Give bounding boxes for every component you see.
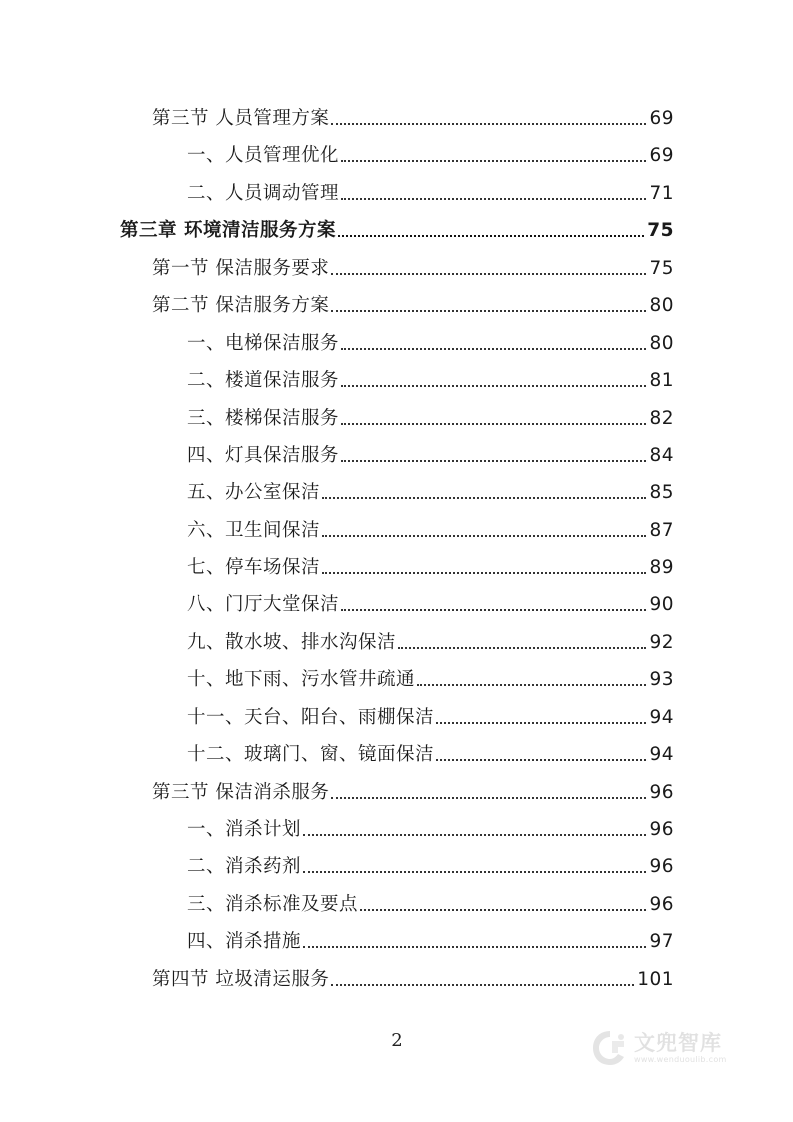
toc-leader-dots xyxy=(331,310,646,312)
toc-leader-dots xyxy=(341,423,646,425)
toc-leader-dots xyxy=(341,348,646,350)
toc-entry-label: 二、消杀药剂 xyxy=(187,856,302,877)
toc-entry-label: 八、门厅大堂保洁 xyxy=(187,594,340,615)
toc-leader-dots xyxy=(436,759,646,761)
toc-entry-page: 69 xyxy=(649,108,674,129)
toc-leader-dots xyxy=(303,871,646,873)
toc-leader-dots xyxy=(322,572,646,574)
toc-entry-page: 96 xyxy=(649,894,674,915)
toc-entry-page: 75 xyxy=(647,220,674,241)
wendou-logo-icon xyxy=(590,1028,630,1068)
toc-entry-label: 二、人员调动管理 xyxy=(187,183,340,204)
toc-leader-dots xyxy=(322,497,646,499)
toc-entry[interactable] xyxy=(187,137,674,167)
toc-entry-page: 89 xyxy=(649,557,674,578)
toc-leader-dots xyxy=(417,684,646,686)
toc-entry[interactable] xyxy=(187,736,674,766)
toc-entry-page: 80 xyxy=(649,295,674,316)
toc-entry[interactable] xyxy=(187,549,674,579)
toc-leader-dots xyxy=(341,460,646,462)
toc-entry-label: 七、停车场保洁 xyxy=(187,557,321,578)
toc-leader-dots xyxy=(303,834,646,836)
toc-entry-page: 92 xyxy=(649,632,674,653)
toc-entry-label: 第三章 环境清洁服务方案 xyxy=(120,220,336,241)
toc-entry-label: 一、消杀计划 xyxy=(187,819,302,840)
watermark xyxy=(590,1018,760,1078)
toc-leader-dots xyxy=(322,535,646,537)
toc-leader-dots xyxy=(331,273,646,275)
toc-entry-label: 十、地下雨、污水管井疏通 xyxy=(187,669,416,690)
toc-entry[interactable] xyxy=(187,512,674,542)
page-number: 2 xyxy=(391,1030,403,1051)
toc-entry-label: 九、散水坡、排水沟保洁 xyxy=(187,632,397,653)
toc-entry[interactable] xyxy=(187,624,674,654)
toc-entry-page: 85 xyxy=(649,482,674,503)
toc-entry-label: 六、卫生间保洁 xyxy=(187,520,321,541)
toc-entry[interactable] xyxy=(187,848,674,878)
toc-leader-dots xyxy=(341,160,646,162)
toc-entry-label: 第三节 保洁消杀服务 xyxy=(152,782,330,803)
toc-entry-label: 第一节 保洁服务要求 xyxy=(152,258,330,279)
toc-leader-dots xyxy=(338,235,644,237)
toc-entry-page: 75 xyxy=(649,258,674,279)
toc-entry-page: 87 xyxy=(649,520,674,541)
toc-entry[interactable] xyxy=(152,250,674,280)
toc-entry[interactable] xyxy=(187,699,674,729)
toc-leader-dots xyxy=(360,909,646,911)
toc-leader-dots xyxy=(436,722,646,724)
toc-entry-label: 第三节 人员管理方案 xyxy=(152,108,330,129)
toc-entry-label: 四、消杀措施 xyxy=(187,931,302,952)
toc-entry-label: 十一、天台、阳台、雨棚保洁 xyxy=(187,707,435,728)
toc-entry-label: 一、电梯保洁服务 xyxy=(187,333,340,354)
toc-leader-dots xyxy=(331,123,646,125)
toc-entry-page: 93 xyxy=(649,669,674,690)
toc-entry-page: 71 xyxy=(649,183,674,204)
toc-leader-dots xyxy=(331,984,634,986)
toc-entry[interactable] xyxy=(187,400,674,430)
toc-entry-page: 96 xyxy=(649,782,674,803)
toc-entry-page: 94 xyxy=(649,744,674,765)
toc-entry-label: 四、灯具保洁服务 xyxy=(187,445,340,466)
toc-entry[interactable] xyxy=(187,811,674,841)
toc-entry[interactable] xyxy=(152,961,674,991)
toc-entry-page: 96 xyxy=(649,819,674,840)
toc-entry-label: 三、楼梯保洁服务 xyxy=(187,408,340,429)
toc-entry-label: 二、楼道保洁服务 xyxy=(187,370,340,391)
toc-entry-page: 81 xyxy=(649,370,674,391)
toc-leader-dots xyxy=(398,647,646,649)
toc-entry[interactable] xyxy=(152,100,674,130)
toc-entry[interactable] xyxy=(187,362,674,392)
toc-entry[interactable] xyxy=(187,474,674,504)
toc-entry-page: 97 xyxy=(649,931,674,952)
toc-entry-page: 90 xyxy=(649,594,674,615)
toc-entry[interactable] xyxy=(187,325,674,355)
toc-entry[interactable] xyxy=(187,661,674,691)
toc-leader-dots xyxy=(303,946,646,948)
toc-entry-page: 101 xyxy=(637,969,674,990)
toc-entry[interactable] xyxy=(187,923,674,953)
toc-entry-label: 十二、玻璃门、窗、镜面保洁 xyxy=(187,744,435,765)
toc-leader-dots xyxy=(341,198,646,200)
watermark-text xyxy=(634,1031,727,1065)
toc-entry[interactable] xyxy=(187,886,674,916)
toc-entry[interactable] xyxy=(187,175,674,205)
toc-entry-label: 第二节 保洁服务方案 xyxy=(152,295,330,316)
toc-entry-page: 80 xyxy=(649,333,674,354)
toc-entry[interactable] xyxy=(152,287,674,317)
watermark-title: 文兜智库 xyxy=(634,1031,722,1055)
toc-entry-label: 一、人员管理优化 xyxy=(187,145,340,166)
toc-entry[interactable] xyxy=(187,586,674,616)
toc-entry-page: 84 xyxy=(649,445,674,466)
toc-entry-chapter[interactable] xyxy=(120,212,674,242)
toc-entry-label: 第四节 垃圾清运服务 xyxy=(152,969,330,990)
watermark-url: www.wenduoulib.com xyxy=(634,1055,727,1064)
toc-entry-label: 三、消杀标准及要点 xyxy=(187,894,359,915)
toc-entry[interactable] xyxy=(152,774,674,804)
toc-entry-page: 94 xyxy=(649,707,674,728)
toc-entry-page: 82 xyxy=(649,408,674,429)
toc-entry-page: 69 xyxy=(649,145,674,166)
toc-entry-page: 96 xyxy=(649,856,674,877)
toc-leader-dots xyxy=(341,609,646,611)
toc-leader-dots xyxy=(331,797,646,799)
toc-entry[interactable] xyxy=(187,437,674,467)
toc-leader-dots xyxy=(341,385,646,387)
toc-entry-label: 五、办公室保洁 xyxy=(187,482,321,503)
